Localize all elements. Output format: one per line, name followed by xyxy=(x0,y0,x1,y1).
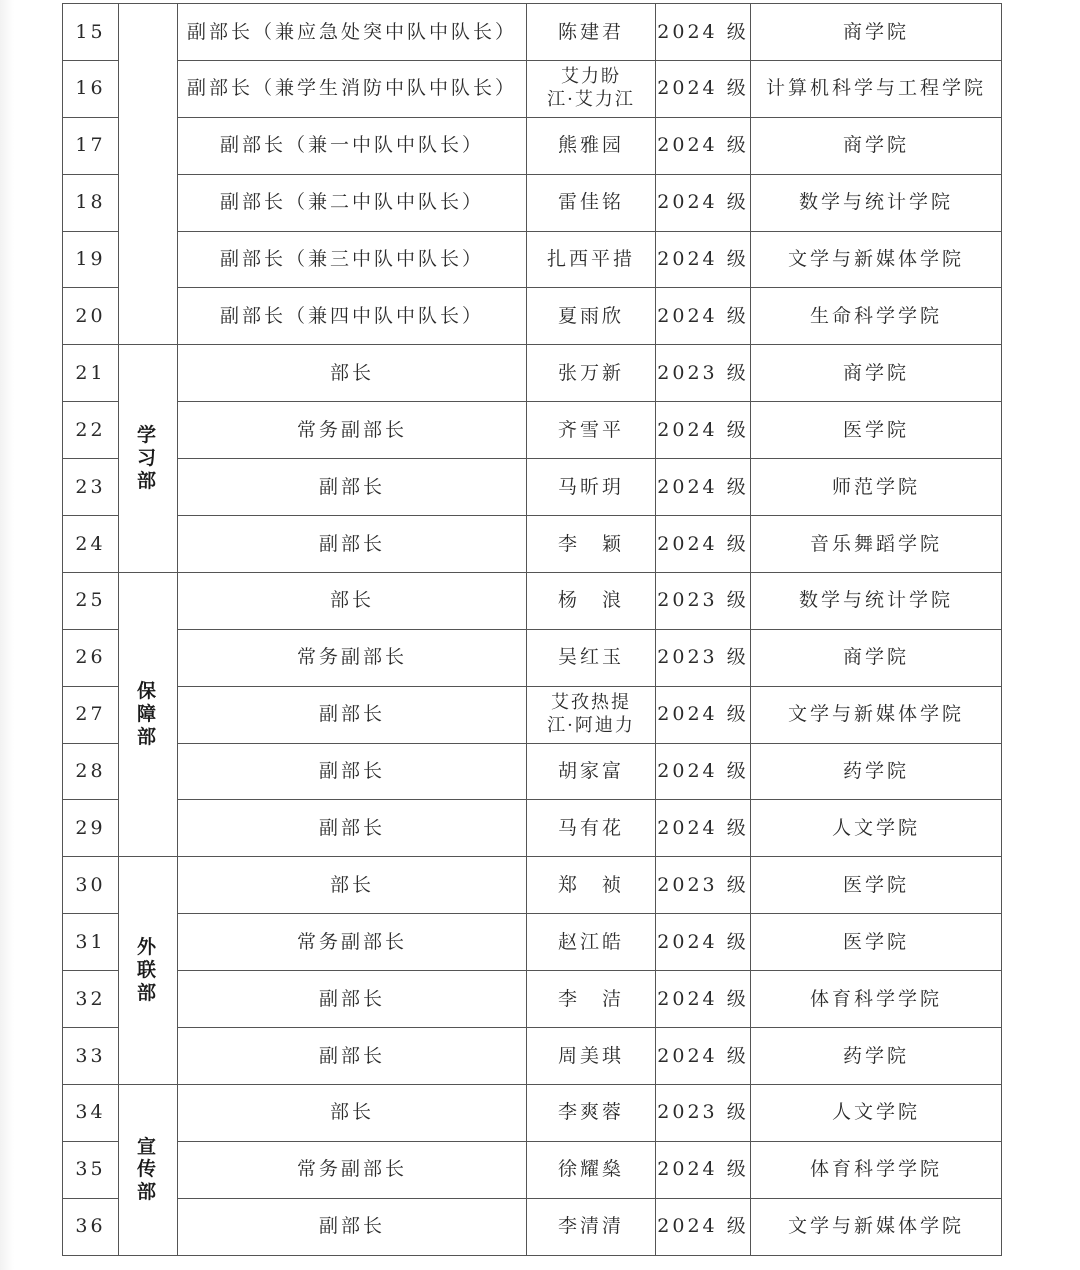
position-cell: 副部长 xyxy=(178,971,527,1028)
roster-table xyxy=(62,3,1002,1256)
grade-cell: 2024 级 xyxy=(656,971,751,1028)
row-number: 31 xyxy=(63,914,119,971)
grade-cell: 2024 级 xyxy=(656,60,751,117)
grade-cell: 2023 级 xyxy=(656,345,751,402)
department-cell xyxy=(119,857,178,1085)
grade-cell: 2024 级 xyxy=(656,117,751,174)
name-cell: 李 洁 xyxy=(527,971,656,1028)
department-cell xyxy=(119,572,178,856)
row-number: 33 xyxy=(63,1028,119,1085)
position-cell: 部长 xyxy=(178,857,527,914)
college-cell: 医学院 xyxy=(751,914,1002,971)
table-row xyxy=(63,914,1002,971)
table-row xyxy=(63,1198,1002,1255)
position-cell: 常务副部长 xyxy=(178,914,527,971)
college-cell: 音乐舞蹈学院 xyxy=(751,516,1002,573)
name-cell: 雷佳铭 xyxy=(527,174,656,231)
table-row xyxy=(63,686,1002,743)
grade-cell: 2024 级 xyxy=(656,1141,751,1198)
department-label: 学习部 xyxy=(136,424,159,493)
department-label: 保障部 xyxy=(136,680,159,749)
row-number: 34 xyxy=(63,1084,119,1141)
college-cell: 师范学院 xyxy=(751,459,1002,516)
grade-cell: 2024 级 xyxy=(656,288,751,345)
department-cell xyxy=(119,1084,178,1255)
page-edge-shadow xyxy=(0,0,14,1270)
name-line-2: 江·艾力江 xyxy=(547,88,635,110)
row-number: 21 xyxy=(63,345,119,402)
name-cell: 李 颖 xyxy=(527,516,656,573)
name-cell: 周美琪 xyxy=(527,1028,656,1085)
grade-cell: 2023 级 xyxy=(656,857,751,914)
position-cell: 副部长 xyxy=(178,800,527,857)
position-cell: 副部长（兼三中队中队长） xyxy=(178,231,527,288)
college-cell: 体育科学学院 xyxy=(751,1141,1002,1198)
grade-cell: 2024 级 xyxy=(656,459,751,516)
table-row xyxy=(63,459,1002,516)
position-cell: 副部长 xyxy=(178,743,527,800)
position-cell: 副部长（兼学生消防中队中队长） xyxy=(178,60,527,117)
grade-cell: 2023 级 xyxy=(656,629,751,686)
row-number: 15 xyxy=(63,4,119,61)
table-row xyxy=(63,800,1002,857)
position-cell: 部长 xyxy=(178,572,527,629)
table-row xyxy=(63,516,1002,573)
position-cell: 副部长 xyxy=(178,1028,527,1085)
position-cell: 副部长 xyxy=(178,686,527,743)
college-cell: 文学与新媒体学院 xyxy=(751,686,1002,743)
name-cell: 扎西平措 xyxy=(527,231,656,288)
grade-cell: 2024 级 xyxy=(656,686,751,743)
position-cell: 副部长 xyxy=(178,459,527,516)
name-cell: 张万新 xyxy=(527,345,656,402)
grade-cell: 2024 级 xyxy=(656,4,751,61)
name-cell: 齐雪平 xyxy=(527,402,656,459)
table-row xyxy=(63,231,1002,288)
position-cell: 常务副部长 xyxy=(178,1141,527,1198)
row-number: 25 xyxy=(63,572,119,629)
college-cell: 文学与新媒体学院 xyxy=(751,1198,1002,1255)
table-row xyxy=(63,629,1002,686)
college-cell: 人文学院 xyxy=(751,800,1002,857)
name-cell: 马有花 xyxy=(527,800,656,857)
college-cell: 医学院 xyxy=(751,857,1002,914)
grade-cell: 2023 级 xyxy=(656,1084,751,1141)
grade-cell: 2024 级 xyxy=(656,914,751,971)
position-cell: 副部长（兼二中队中队长） xyxy=(178,174,527,231)
roster-table-body xyxy=(63,4,1002,1256)
row-number: 27 xyxy=(63,686,119,743)
name-cell: 夏雨欣 xyxy=(527,288,656,345)
table-row xyxy=(63,1028,1002,1085)
grade-cell: 2024 级 xyxy=(656,743,751,800)
table-row xyxy=(63,345,1002,402)
college-cell: 医学院 xyxy=(751,402,1002,459)
position-cell: 副部长（兼一中队中队长） xyxy=(178,117,527,174)
grade-cell: 2024 级 xyxy=(656,174,751,231)
row-number: 32 xyxy=(63,971,119,1028)
grade-cell: 2024 级 xyxy=(656,800,751,857)
table-row xyxy=(63,857,1002,914)
college-cell: 药学院 xyxy=(751,1028,1002,1085)
name-cell: 李清清 xyxy=(527,1198,656,1255)
college-cell: 商学院 xyxy=(751,629,1002,686)
row-number: 19 xyxy=(63,231,119,288)
college-cell: 文学与新媒体学院 xyxy=(751,231,1002,288)
name-cell xyxy=(527,686,656,743)
position-cell: 副部长 xyxy=(178,516,527,573)
college-cell: 数学与统计学院 xyxy=(751,572,1002,629)
name-cell: 胡家富 xyxy=(527,743,656,800)
name-cell: 马昕玥 xyxy=(527,459,656,516)
table-row xyxy=(63,1141,1002,1198)
position-cell: 副部长 xyxy=(178,1198,527,1255)
position-cell: 副部长（兼应急处突中队中队长） xyxy=(178,4,527,61)
name-cell xyxy=(527,60,656,117)
name-line-2: 江·阿迪力 xyxy=(547,714,635,736)
row-number: 35 xyxy=(63,1141,119,1198)
row-number: 22 xyxy=(63,402,119,459)
department-cell xyxy=(119,345,178,573)
row-number: 23 xyxy=(63,459,119,516)
position-cell: 常务副部长 xyxy=(178,629,527,686)
grade-cell: 2024 级 xyxy=(656,402,751,459)
row-number: 29 xyxy=(63,800,119,857)
table-row xyxy=(63,117,1002,174)
table-row xyxy=(63,4,1002,61)
name-cell: 郑 祯 xyxy=(527,857,656,914)
name-cell: 徐耀燊 xyxy=(527,1141,656,1198)
college-cell: 计算机科学与工程学院 xyxy=(751,60,1002,117)
position-cell: 常务副部长 xyxy=(178,402,527,459)
table-row xyxy=(63,174,1002,231)
department-cell xyxy=(119,4,178,345)
grade-cell: 2024 级 xyxy=(656,1198,751,1255)
table-row xyxy=(63,288,1002,345)
name-cell: 杨 浪 xyxy=(527,572,656,629)
table-row xyxy=(63,402,1002,459)
grade-cell: 2024 级 xyxy=(656,1028,751,1085)
college-cell: 体育科学学院 xyxy=(751,971,1002,1028)
grade-cell: 2024 级 xyxy=(656,516,751,573)
grade-cell: 2023 级 xyxy=(656,572,751,629)
college-cell: 商学院 xyxy=(751,4,1002,61)
college-cell: 药学院 xyxy=(751,743,1002,800)
name-cell: 李爽蓉 xyxy=(527,1084,656,1141)
table-row xyxy=(63,60,1002,117)
name-cell: 赵江皓 xyxy=(527,914,656,971)
row-number: 17 xyxy=(63,117,119,174)
table-row xyxy=(63,971,1002,1028)
grade-cell: 2024 级 xyxy=(656,231,751,288)
name-line-1: 艾孜热提 xyxy=(551,692,631,714)
row-number: 36 xyxy=(63,1198,119,1255)
department-label: 宣传部 xyxy=(136,1135,159,1204)
row-number: 30 xyxy=(63,857,119,914)
position-cell: 副部长（兼四中队中队长） xyxy=(178,288,527,345)
position-cell: 部长 xyxy=(178,345,527,402)
college-cell: 生命科学学院 xyxy=(751,288,1002,345)
college-cell: 数学与统计学院 xyxy=(751,174,1002,231)
table-row xyxy=(63,1084,1002,1141)
row-number: 20 xyxy=(63,288,119,345)
name-cell: 熊雅园 xyxy=(527,117,656,174)
college-cell: 商学院 xyxy=(751,345,1002,402)
table-row xyxy=(63,743,1002,800)
name-line-1: 艾力盼 xyxy=(561,66,621,88)
row-number: 16 xyxy=(63,60,119,117)
row-number: 26 xyxy=(63,629,119,686)
row-number: 28 xyxy=(63,743,119,800)
position-cell: 部长 xyxy=(178,1084,527,1141)
row-number: 24 xyxy=(63,516,119,573)
table-row xyxy=(63,572,1002,629)
row-number: 18 xyxy=(63,174,119,231)
name-cell: 吴红玉 xyxy=(527,629,656,686)
name-cell: 陈建君 xyxy=(527,4,656,61)
college-cell: 商学院 xyxy=(751,117,1002,174)
college-cell: 人文学院 xyxy=(751,1084,1002,1141)
department-label: 外联部 xyxy=(136,936,159,1005)
